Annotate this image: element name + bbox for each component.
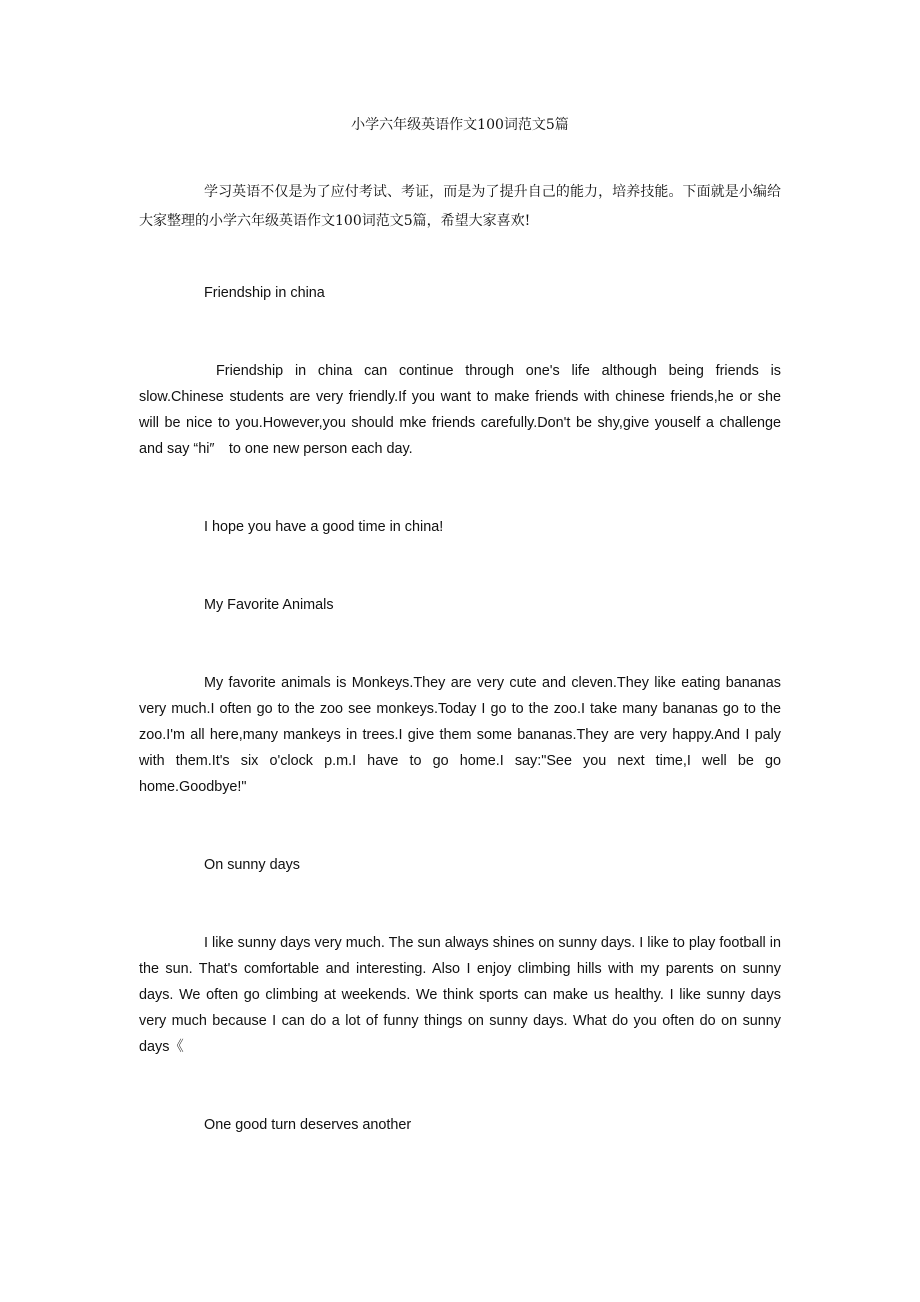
intro-paragraph: 学习英语不仅是为了应付考试、考证，而是为了提升自己的能力，培养技能。下面就是小编给大家整理的小学六年级英语作文100词范文5篇，希望大家喜欢! [139, 184, 781, 229]
essay-heading-friendship: Friendship in china [204, 285, 325, 301]
essay-heading-sunny-days: On sunny days [204, 857, 300, 873]
essay-body-favorite-animals: My favorite animals is Monkeys.They are very cute and cleven.They like eating bananas very much.I often go to the zoo see monkeys.Today I go to the zoo.I take many bananas go to the zoo.I'm all here,many mankeys in trees.I give them some bananas.They are very happy.And I paly with them.It's six o'clock p.m.I have to go home.I say:"See you next time,I well be go home.Goodbye!" [139, 675, 781, 795]
essay-heading-good-turn: One good turn deserves another [204, 1117, 412, 1133]
document-title: 小学六年级英语作文100词范文5篇 [351, 117, 569, 133]
essay-closing-friendship: I hope you have a good time in china! [204, 519, 444, 535]
essay-heading-favorite-animals: My Favorite Animals [204, 597, 334, 613]
essay-body-friendship: Friendship in china can continue through one's life although being friends is slow.Chinese students are very friendly.If you want to make friends with chinese friends,he or she will be nice to you.However,you should mke friends carefully.Don't be shy,give youself a challenge and say “hi″ to one new person each day. [139, 363, 781, 457]
essay-body-sunny-days: I like sunny days very much. The sun always shines on sunny days. I like to play football in the sun. That's comfortable and interesting. Also I enjoy climbing hills with my parents on sunny days. We often go climbing at weekends. We think sports can make us healthy. I like sunny days very much because I can do a lot of funny things on sunny days. What do you often do on sunny days《 [139, 935, 781, 1055]
